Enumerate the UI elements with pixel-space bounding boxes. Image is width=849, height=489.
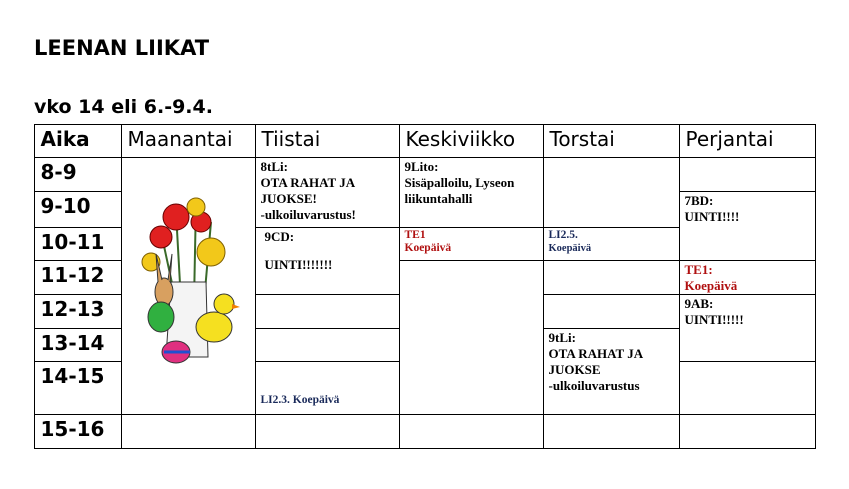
tuesday-cell (255, 328, 400, 362)
wednesday-8-10 (399, 157, 544, 228)
note-text: OTA RAHAT JA (260, 174, 356, 190)
tuesday-cell (255, 294, 400, 329)
group-label: 9CD: (264, 228, 295, 244)
note-text: UINTI!!!!!!! (264, 256, 333, 272)
header-thursday: Torstai (543, 124, 680, 158)
note-text: UINTI!!!! (684, 208, 740, 224)
tuesday-cell (255, 414, 400, 449)
wednesday-cell (399, 414, 544, 449)
tuesday-8-10 (255, 157, 400, 228)
friday-11-12 (679, 260, 816, 295)
exam-label: Koepäivä (548, 242, 592, 254)
tuesday-14-15: LI2.3. Koepäivä (255, 361, 400, 415)
note-text: -ulkoiluvarustus (548, 377, 640, 393)
note-text: JUOKSE (548, 361, 601, 377)
course-label: TE1 (404, 228, 426, 241)
thursday-cell (543, 157, 680, 228)
week-label: vko 14 eli 6.-9.4. (34, 96, 213, 118)
thursday-13-15 (543, 328, 680, 415)
note-text: JUOKSE! (260, 190, 317, 206)
time-cell: 8-9 (34, 157, 122, 192)
monday-cell (121, 414, 256, 449)
friday-9-11 (679, 191, 816, 261)
wednesday-cell (399, 260, 544, 415)
course-label: LI2.5. (548, 228, 578, 241)
exam-label: Koepäivä (404, 241, 452, 254)
note-text: OTA RAHAT JA (548, 345, 644, 361)
wednesday-10-11 (399, 227, 544, 261)
easter-illustration (136, 192, 246, 382)
group-label: 8tLi: (260, 158, 288, 174)
time-cell: 11-12 (34, 260, 122, 295)
time-cell: 12-13 (34, 294, 122, 329)
header-wednesday: Keskiviikko (399, 124, 544, 158)
thursday-cell (543, 294, 680, 329)
header-time: Aika (34, 124, 122, 158)
thursday-cell (543, 260, 680, 295)
page-title: LEENAN LIIKAT (34, 36, 210, 60)
time-cell: 10-11 (34, 227, 122, 261)
note-text: Sisäpalloilu, Lyseon (404, 174, 515, 190)
header-monday: Maanantai (121, 124, 256, 158)
note-text: liikuntahalli (404, 190, 473, 206)
time-cell: 9-10 (34, 191, 122, 228)
friday-cell (679, 361, 816, 415)
header-friday: Perjantai (679, 124, 816, 158)
friday-12-14 (679, 294, 816, 362)
note-text: -ulkoiluvarustus! (260, 206, 356, 222)
time-cell: 13-14 (34, 328, 122, 362)
thursday-cell (543, 414, 680, 449)
group-label: 9AB: (684, 295, 714, 311)
time-cell: 15-16 (34, 414, 122, 449)
course-label: TE1: (684, 261, 713, 277)
group-label: 9Lito: (404, 158, 439, 174)
exam-label: Koepäivä (684, 277, 738, 293)
group-label: 9tLi: (548, 329, 576, 345)
header-tuesday: Tiistai (255, 124, 400, 158)
tuesday-10-12 (255, 227, 400, 295)
monday-cell-easter (121, 157, 256, 415)
group-label: 7BD: (684, 192, 714, 208)
friday-cell (679, 157, 816, 192)
friday-cell (679, 414, 816, 449)
note-text: UINTI!!!!! (684, 311, 744, 327)
thursday-10-11 (543, 227, 680, 261)
time-cell: 14-15 (34, 361, 122, 415)
